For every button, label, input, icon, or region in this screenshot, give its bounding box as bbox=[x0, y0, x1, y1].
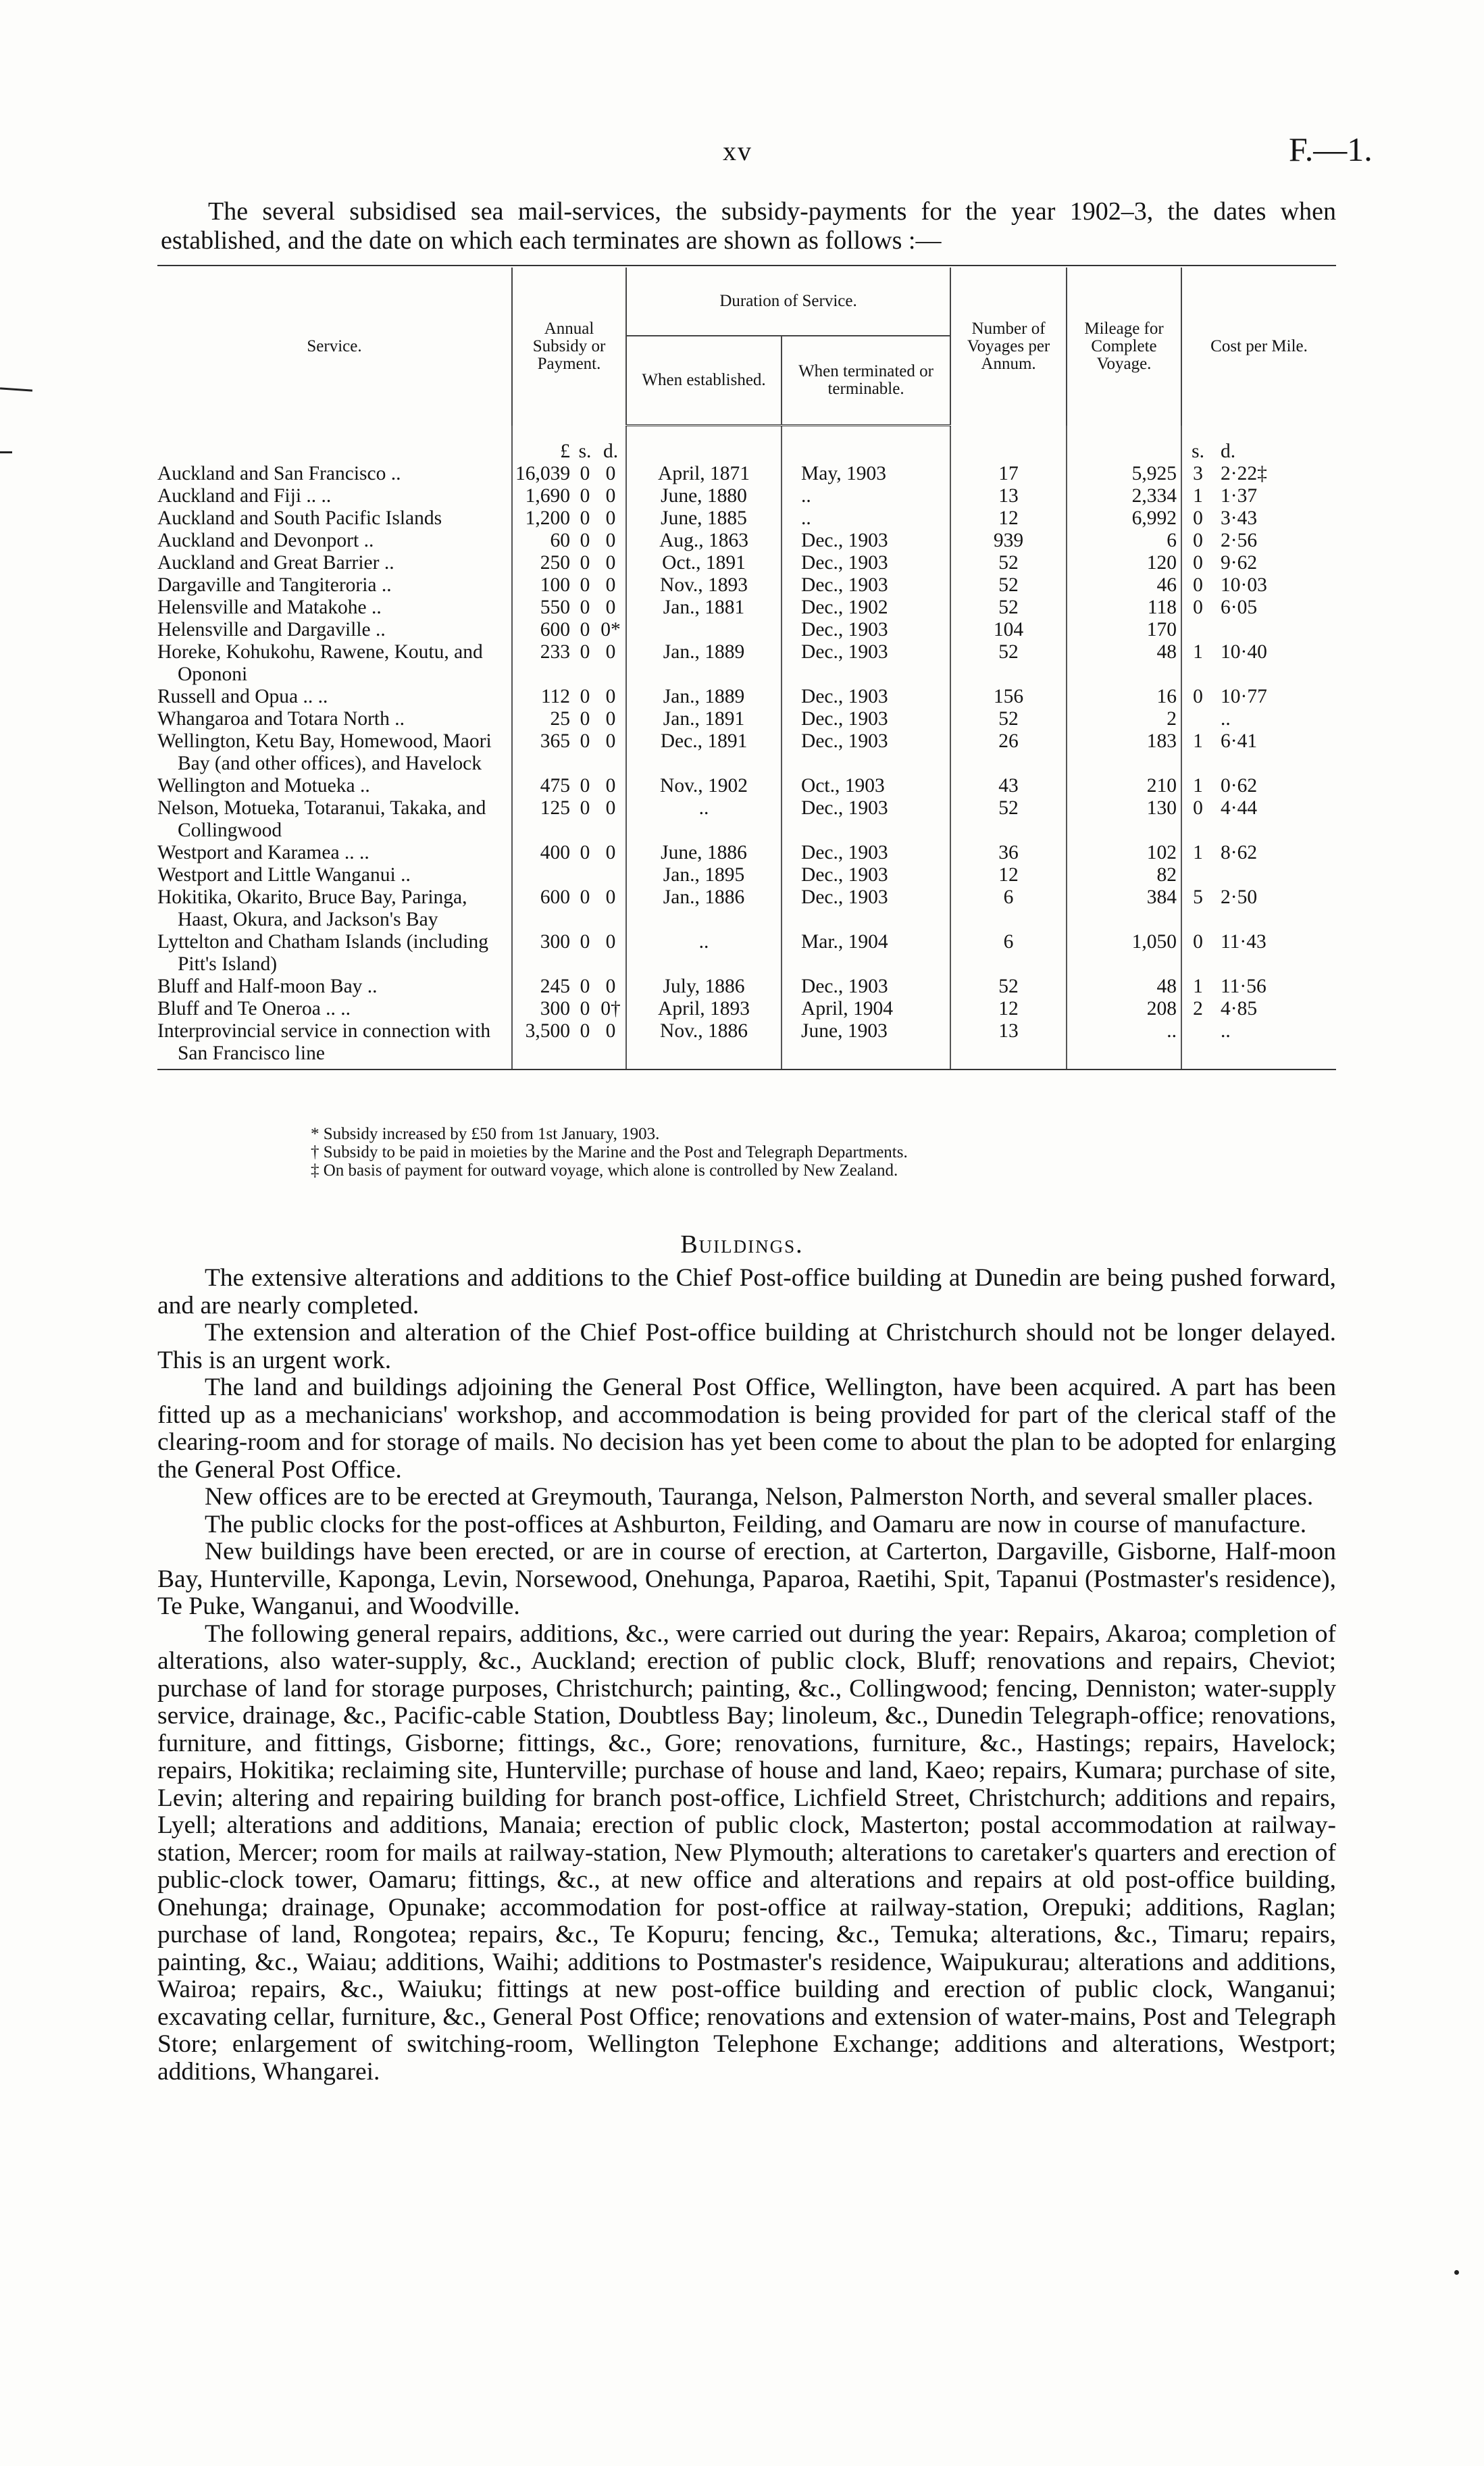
cell-cost-shillings: 1 bbox=[1181, 641, 1214, 686]
cell-mileage: .. bbox=[1067, 1020, 1181, 1070]
cell-voyages: 52 bbox=[950, 574, 1067, 597]
paragraph: The extensive alterations and additions to the Chief Post-office building at Dunedin are being pushed forward, and are nearly completed. bbox=[157, 1264, 1336, 1319]
cell-cost-pence bbox=[1214, 619, 1336, 641]
cell-mileage: 170 bbox=[1067, 619, 1181, 641]
cell-voyages: 43 bbox=[950, 775, 1067, 797]
cell-pence: 0† bbox=[600, 997, 621, 1020]
table-row bbox=[157, 574, 1336, 597]
paragraph: The following general repairs, additions, &c., were carried out during the year: Repairs, Akaroa; completion of alterations, also water-supply, &c., Auckland; erection of public clock, Bluff; renovations and repairs, Cheviot; purchase of land for storage purposes, Christchurch; painting, &c., Collingwood; fencing, Denniston; water-supply service, drainage, &c., Pacific-cable Station, Doubtless Bay; linoleum, &c., Dunedin Telegraph-office; renovations, furniture, and fittings, Gisborne; fittings, &c., Gore; renovations, furniture, &c., Hastings; repairs, Havelock; repairs, Hokitika; reclaiming site, Hunterville; purchase of house and land, Kaeo; repairs, Kumara; purchase of site, Levin; altering and repairing building for branch post-office, Lichfield Street, Christchurch; additions and repairs, Lyell; alterations and additions, Manaia; erection of public clock, Masterton; postal accommodation at railway-station, Mercer; room for mails at railway-station, New Plymouth; alterations to caretaker's quarters and erection of public-clock tower, Oamaru; fittings, &c., at new office and alterations and repairs at old post-office building, Onehunga; drainage, Opunake; accommodation for post-office at railway-station, Orepuki; additions, Raglan; purchase of land, Rongotea; repairs, &c., Te Kopuru; fencing, &c., Temuka; alterations, &c., Timaru; repairs, painting, &c., Waiau; additions, Waihi; additions to Postmaster's residence, Waipukurau; alterations and additions, Wairoa; repairs, &c., Waiuku; fittings at new post-office building and erection of public clock, Wanganui; excavating cellar, furniture, &c., General Post Office; renovations and extension of water-mains, Post and Telegraph Store; enlargement of switching-room, Wellington Telephone Exchange; additions and alterations, Westport; additions, Whangarei. bbox=[157, 1619, 1336, 2086]
cell-cost-shillings: 0 bbox=[1181, 931, 1214, 976]
buildings-body bbox=[157, 1265, 1336, 2086]
cell-shillings: 0 bbox=[580, 774, 590, 797]
unit-pence: d. bbox=[603, 440, 619, 462]
table-row bbox=[157, 775, 1336, 797]
cell-cost-pence: 10·03 bbox=[1221, 574, 1267, 596]
cell-voyages: 52 bbox=[950, 641, 1067, 686]
table-row bbox=[157, 931, 1336, 976]
cell-pounds: 475 bbox=[512, 775, 574, 797]
cell-terminated: May, 1903 bbox=[782, 463, 950, 485]
table-row bbox=[157, 1020, 1336, 1070]
cell-pence: 0 bbox=[605, 841, 616, 863]
table-top-rule bbox=[157, 265, 1336, 266]
service-name: Westport and Little Wanganui .. bbox=[157, 863, 411, 886]
cell-cost-shillings: 0 bbox=[1181, 597, 1214, 619]
cell-established: Jan., 1889 bbox=[626, 641, 782, 686]
cell-established: Jan., 1886 bbox=[626, 886, 782, 931]
cell-shillings: 0 bbox=[580, 551, 590, 574]
cell-established bbox=[626, 619, 782, 641]
cell-mileage: 120 bbox=[1067, 552, 1181, 574]
cell-cost-pence: 4·44 bbox=[1221, 797, 1258, 819]
cell-established: Jan., 1895 bbox=[626, 864, 782, 886]
cell-service bbox=[157, 1020, 512, 1070]
cell-cost-shillings: 0 bbox=[1181, 574, 1214, 597]
cell-pounds: 233 bbox=[512, 641, 574, 686]
cell-pence: 0 bbox=[605, 640, 616, 663]
cell-pence bbox=[596, 864, 626, 886]
cell-mileage: 102 bbox=[1067, 842, 1181, 864]
service-name: Whangaroa and Totara North .. bbox=[157, 707, 405, 730]
cell-voyages: 12 bbox=[950, 507, 1067, 530]
cell-service bbox=[157, 485, 512, 507]
cell-voyages: 6 bbox=[950, 931, 1067, 976]
cell-pounds: 1,200 bbox=[512, 507, 574, 530]
cell-cost-shillings bbox=[1181, 708, 1214, 730]
cell-shillings: 0 bbox=[580, 462, 590, 484]
cell-mileage: 5,925 bbox=[1067, 463, 1181, 485]
cell-shillings: 0 bbox=[580, 707, 590, 730]
cell-pounds: 600 bbox=[512, 886, 574, 931]
cell-terminated: April, 1904 bbox=[782, 998, 950, 1020]
cell-pounds: 365 bbox=[512, 730, 574, 775]
cell-pence: 0 bbox=[605, 685, 616, 707]
cell-voyages: 52 bbox=[950, 708, 1067, 730]
cell-terminated: Dec., 1902 bbox=[782, 597, 950, 619]
cell-cost-pence: .. bbox=[1221, 707, 1231, 730]
cell-pounds: 16,039 bbox=[512, 463, 574, 485]
cell-mileage: 48 bbox=[1067, 641, 1181, 686]
cell-cost-shillings: 0 bbox=[1181, 686, 1214, 708]
cell-pounds: 100 bbox=[512, 574, 574, 597]
service-name: Bluff and Half-moon Bay .. bbox=[157, 975, 378, 997]
cell-pounds: 60 bbox=[512, 530, 574, 552]
cell-terminated: Dec., 1903 bbox=[782, 730, 950, 775]
page-number: xv bbox=[723, 136, 752, 166]
footnote: * Subsidy increased by £50 from 1st January, 1903. bbox=[311, 1125, 660, 1143]
service-name: Auckland and South Pacific Islands bbox=[157, 507, 442, 529]
service-name: Dargaville and Tangiteroria .. bbox=[157, 574, 392, 596]
table-row bbox=[157, 530, 1336, 552]
cell-cost-shillings bbox=[1181, 1020, 1214, 1070]
cell-shillings: 0 bbox=[580, 596, 590, 618]
unit-cost-pence: d. bbox=[1221, 440, 1236, 462]
cell-service bbox=[157, 775, 512, 797]
cell-mileage: 2,334 bbox=[1067, 485, 1181, 507]
cell-pounds: 125 bbox=[512, 797, 574, 842]
cell-cost-pence: 9·62 bbox=[1221, 551, 1258, 574]
cell-cost-shillings: 5 bbox=[1181, 886, 1214, 931]
cell-pounds: 25 bbox=[512, 708, 574, 730]
cell-pence: 0 bbox=[605, 886, 616, 908]
cell-mileage: 384 bbox=[1067, 886, 1181, 931]
cell-cost-pence: 4·85 bbox=[1221, 997, 1258, 1020]
cell-cost-shillings: 0 bbox=[1181, 797, 1214, 842]
cell-terminated: Dec., 1903 bbox=[782, 552, 950, 574]
cell-voyages: 939 bbox=[950, 530, 1067, 552]
unit-shillings: s. bbox=[578, 440, 592, 462]
cell-mileage: 208 bbox=[1067, 998, 1181, 1020]
margin-scan-mark bbox=[0, 451, 12, 453]
document-reference: F.—1. bbox=[1289, 130, 1373, 168]
cell-pence: 0 bbox=[605, 484, 616, 507]
cell-cost-pence: 2·50 bbox=[1221, 886, 1258, 908]
cell-cost-shillings: 1 bbox=[1181, 775, 1214, 797]
cell-pounds: 3,500 bbox=[512, 1020, 574, 1070]
table-row bbox=[157, 976, 1336, 998]
cell-service bbox=[157, 686, 512, 708]
cell-shillings: 0 bbox=[574, 1020, 596, 1070]
cell-pence: 0 bbox=[596, 1020, 626, 1070]
cell-mileage: 2 bbox=[1067, 708, 1181, 730]
cell-established: Jan., 1889 bbox=[626, 686, 782, 708]
table-row bbox=[157, 463, 1336, 485]
cell-mileage: 130 bbox=[1067, 797, 1181, 842]
cell-voyages: 26 bbox=[950, 730, 1067, 775]
cell-pounds: 600 bbox=[512, 619, 574, 641]
cell-voyages: 12 bbox=[950, 998, 1067, 1020]
cell-pounds: 550 bbox=[512, 597, 574, 619]
cell-mileage: 183 bbox=[1067, 730, 1181, 775]
cell-mileage: 6,992 bbox=[1067, 507, 1181, 530]
service-name: Lyttelton and Chatham Islands (including Pitt's Island) bbox=[157, 930, 488, 975]
service-name: Nelson, Motueka, Totaranui, Takaka, and Collingwood bbox=[157, 797, 486, 841]
cell-terminated: Dec., 1903 bbox=[782, 686, 950, 708]
header-mileage: Mileage for Complete Voyage. bbox=[1067, 268, 1181, 426]
cell-pence: 0 bbox=[605, 551, 616, 574]
unit-cost-shillings: s. bbox=[1181, 426, 1214, 463]
cell-mileage: 1,050 bbox=[1067, 931, 1181, 976]
cell-mileage: 16 bbox=[1067, 686, 1181, 708]
cell-voyages: 17 bbox=[950, 463, 1067, 485]
paragraph: The public clocks for the post-offices at Ashburton, Feilding, and Oamaru are now in course of manufacture. bbox=[205, 1510, 1307, 1538]
cell-pence: 0 bbox=[605, 774, 616, 797]
cell-service bbox=[157, 730, 512, 775]
cell-shillings: 0 bbox=[580, 640, 590, 663]
cell-cost-pence: 11·43 bbox=[1221, 930, 1266, 953]
cell-cost-shillings: 0 bbox=[1181, 552, 1214, 574]
service-name: Horeke, Kohukohu, Rawene, Koutu, and Opononi bbox=[157, 640, 483, 685]
cell-shillings: 0 bbox=[580, 797, 590, 819]
cell-cost-shillings: 3 bbox=[1181, 463, 1214, 485]
margin-scan-dot bbox=[1454, 2270, 1459, 2275]
cell-cost-shillings bbox=[1181, 619, 1214, 641]
service-name: Auckland and Devonport .. bbox=[157, 529, 374, 551]
cell-established: Dec., 1891 bbox=[626, 730, 782, 775]
cell-service bbox=[157, 708, 512, 730]
cell-terminated: Dec., 1903 bbox=[782, 864, 950, 886]
cell-shillings: 0 bbox=[580, 484, 590, 507]
cell-cost-pence: 2·56 bbox=[1221, 529, 1258, 551]
cell-shillings: 0 bbox=[580, 975, 590, 997]
cell-cost-pence: 6·05 bbox=[1221, 596, 1258, 618]
table-row bbox=[157, 708, 1336, 730]
cell-cost-shillings bbox=[1181, 864, 1214, 886]
table-row bbox=[157, 797, 1336, 842]
cell-established: Nov., 1893 bbox=[626, 574, 782, 597]
cell-mileage: 46 bbox=[1067, 574, 1181, 597]
cell-service bbox=[157, 597, 512, 619]
cell-terminated: .. bbox=[782, 507, 950, 530]
service-name: Bluff and Te Oneroa .. .. bbox=[157, 997, 351, 1020]
cell-service bbox=[157, 552, 512, 574]
cell-terminated: Dec., 1903 bbox=[782, 574, 950, 597]
cell-terminated: Dec., 1903 bbox=[782, 976, 950, 998]
cell-service bbox=[157, 797, 512, 842]
cell-established: Jan., 1891 bbox=[626, 708, 782, 730]
paragraph: The land and buildings adjoining the General Post Office, Wellington, have been acquired. A part has been fitted up as a mechanicians' workshop, and accommodation is being provided for part of the clerical staff of the clearing-room and for storage of mails. No decision has yet been come to about the plan to be adopted for enlarging the General Post Office. bbox=[157, 1374, 1336, 1484]
service-name: Hokitika, Okarito, Bruce Bay, Paringa, Haast, Okura, and Jackson's Bay bbox=[157, 886, 467, 930]
units-row bbox=[157, 426, 1336, 463]
cell-cost-pence: 1·37 bbox=[1221, 484, 1258, 507]
cell-pence: 0 bbox=[605, 574, 616, 596]
cell-cost-pence: 2·22‡ bbox=[1221, 462, 1267, 484]
table-footnotes bbox=[311, 1125, 1256, 1180]
cell-shillings: 0 bbox=[580, 507, 590, 529]
cell-cost-pence: 10·77 bbox=[1221, 685, 1267, 707]
cell-cost-shillings: 2 bbox=[1181, 998, 1214, 1020]
cell-cost-pence: 6·41 bbox=[1221, 730, 1258, 752]
cell-established: April, 1871 bbox=[626, 463, 782, 485]
cell-service bbox=[157, 530, 512, 552]
section-heading-buildings: Buildings. bbox=[680, 1230, 804, 1259]
cell-voyages: 13 bbox=[950, 485, 1067, 507]
cell-pence: 0 bbox=[605, 529, 616, 551]
cell-established: Nov., 1886 bbox=[626, 1020, 782, 1070]
cell-mileage: 48 bbox=[1067, 976, 1181, 998]
unit-pounds: £ bbox=[512, 426, 574, 463]
cell-established: Oct., 1891 bbox=[626, 552, 782, 574]
service-name: Interprovincial service in connection with San Francisco line bbox=[157, 1020, 491, 1064]
table-row bbox=[157, 730, 1336, 775]
cell-shillings: 0 bbox=[580, 574, 590, 596]
cell-established: June, 1885 bbox=[626, 507, 782, 530]
cell-cost-shillings: 1 bbox=[1181, 485, 1214, 507]
cell-terminated: Mar., 1904 bbox=[782, 931, 950, 976]
cell-established: Aug., 1863 bbox=[626, 530, 782, 552]
cell-cost-shillings: 1 bbox=[1181, 730, 1214, 775]
footnote: † Subsidy to be paid in moieties by the Marine and the Post and Telegraph Departments. bbox=[311, 1143, 908, 1161]
table-row bbox=[157, 886, 1336, 931]
cell-cost-pence: .. bbox=[1214, 1020, 1336, 1070]
service-name: Wellington and Motueka .. bbox=[157, 774, 370, 797]
header-when-terminated: When terminated or terminable. bbox=[782, 336, 950, 426]
header-service: Service. bbox=[307, 336, 362, 355]
paragraph: New offices are to be erected at Greymouth, Tauranga, Nelson, Palmerston North, and several smaller places. bbox=[205, 1483, 1314, 1511]
cell-pounds: 112 bbox=[512, 686, 574, 708]
cell-cost-pence: 10·40 bbox=[1221, 640, 1267, 663]
paragraph: New buildings have been erected, or are in course of erection, at Carterton, Dargaville, Gisborne, Half-moon Bay, Hunterville, Kaponga, Levin, Norsewood, Onehunga, Paparoa, Raetihi, Spit, Tapanui (Postmaster's residence), Te Puke, Wanganui, and Woodville. bbox=[157, 1538, 1336, 1620]
cell-established: July, 1886 bbox=[626, 976, 782, 998]
service-name: Helensville and Dargaville .. bbox=[157, 618, 386, 640]
cell-pence: 0 bbox=[605, 730, 616, 752]
service-name: Auckland and Fiji .. .. bbox=[157, 484, 332, 507]
header-voyages: Number of Voyages per Annum. bbox=[950, 268, 1067, 426]
table-row bbox=[157, 842, 1336, 864]
cell-pence: 0 bbox=[605, 462, 616, 484]
cell-established: Nov., 1902 bbox=[626, 775, 782, 797]
cell-voyages: 12 bbox=[950, 864, 1067, 886]
paragraph: The extension and alteration of the Chief Post-office building at Christchurch should not be longer delayed. This is an urgent work. bbox=[157, 1319, 1336, 1374]
service-name: Auckland and Great Barrier .. bbox=[157, 551, 394, 574]
cell-shillings bbox=[574, 864, 596, 886]
header-when-established: When established. bbox=[626, 336, 782, 426]
cell-pounds bbox=[512, 864, 574, 886]
cell-shillings: 0 bbox=[580, 618, 590, 640]
cell-voyages: 6 bbox=[950, 886, 1067, 931]
cell-established: .. bbox=[626, 931, 782, 976]
cell-service bbox=[157, 931, 512, 976]
cell-voyages: 13 bbox=[950, 1020, 1067, 1070]
cell-cost-shillings: 1 bbox=[1181, 842, 1214, 864]
header-annual-subsidy: Annual Subsidy or Payment. bbox=[512, 268, 626, 426]
service-name: Helensville and Matakohe .. bbox=[157, 596, 382, 618]
cell-service bbox=[157, 463, 512, 485]
table-row bbox=[157, 485, 1336, 507]
cell-cost-shillings: 0 bbox=[1181, 530, 1214, 552]
margin-scan-mark bbox=[0, 387, 32, 391]
cell-voyages: 52 bbox=[950, 597, 1067, 619]
cell-cost-shillings: 0 bbox=[1181, 507, 1214, 530]
table-row bbox=[157, 597, 1336, 619]
table-row bbox=[157, 686, 1336, 708]
cell-service bbox=[157, 641, 512, 686]
cell-pounds: 245 bbox=[512, 976, 574, 998]
cell-shillings: 0 bbox=[580, 529, 590, 551]
cell-cost-pence: 3·43 bbox=[1221, 507, 1258, 529]
cell-mileage: 6 bbox=[1067, 530, 1181, 552]
cell-shillings: 0 bbox=[580, 997, 590, 1020]
header-cost-per-mile: Cost per Mile. bbox=[1181, 268, 1336, 426]
cell-established: June, 1880 bbox=[626, 485, 782, 507]
cell-voyages: 52 bbox=[950, 552, 1067, 574]
cell-terminated: .. bbox=[782, 485, 950, 507]
cell-pence: 0* bbox=[600, 618, 621, 640]
cell-pounds: 300 bbox=[512, 931, 574, 976]
cell-service bbox=[157, 842, 512, 864]
cell-terminated: Oct., 1903 bbox=[782, 775, 950, 797]
cell-voyages: 156 bbox=[950, 686, 1067, 708]
cell-pence: 0 bbox=[605, 975, 616, 997]
cell-terminated: Dec., 1903 bbox=[782, 641, 950, 686]
cell-voyages: 52 bbox=[950, 797, 1067, 842]
cell-mileage: 82 bbox=[1067, 864, 1181, 886]
footnote: ‡ On basis of payment for outward voyage, which alone is controlled by New Zealand. bbox=[311, 1161, 898, 1180]
cell-established: .. bbox=[626, 797, 782, 842]
cell-service bbox=[157, 507, 512, 530]
cell-pence: 0 bbox=[605, 797, 616, 819]
cell-shillings: 0 bbox=[580, 886, 590, 908]
service-name: Auckland and San Francisco .. bbox=[157, 462, 401, 484]
table-row bbox=[157, 507, 1336, 530]
cell-mileage: 210 bbox=[1067, 775, 1181, 797]
cell-shillings: 0 bbox=[580, 930, 590, 953]
cell-established: April, 1893 bbox=[626, 998, 782, 1020]
table-row bbox=[157, 552, 1336, 574]
cell-terminated: Dec., 1903 bbox=[782, 886, 950, 931]
cell-pounds: 1,690 bbox=[512, 485, 574, 507]
cell-established: June, 1886 bbox=[626, 842, 782, 864]
cell-shillings: 0 bbox=[580, 685, 590, 707]
cell-pence: 0 bbox=[605, 930, 616, 953]
cell-cost-pence: 0·62 bbox=[1221, 774, 1258, 797]
cell-pounds: 300 bbox=[512, 998, 574, 1020]
cell-pence: 0 bbox=[605, 707, 616, 730]
cell-cost-pence bbox=[1214, 864, 1336, 886]
table-row bbox=[157, 864, 1336, 886]
cell-service bbox=[157, 864, 512, 886]
cell-pounds: 250 bbox=[512, 552, 574, 574]
cell-shillings: 0 bbox=[580, 730, 590, 752]
cell-voyages: 104 bbox=[950, 619, 1067, 641]
cell-voyages: 36 bbox=[950, 842, 1067, 864]
cell-terminated: June, 1903 bbox=[782, 1020, 950, 1070]
cell-service bbox=[157, 886, 512, 931]
table-row bbox=[157, 619, 1336, 641]
cell-pence: 0 bbox=[605, 596, 616, 618]
cell-established: Jan., 1881 bbox=[626, 597, 782, 619]
cell-mileage: 118 bbox=[1067, 597, 1181, 619]
service-name: Westport and Karamea .. .. bbox=[157, 841, 369, 863]
cell-pence: 0 bbox=[605, 507, 616, 529]
cell-pounds: 400 bbox=[512, 842, 574, 864]
cell-shillings: 0 bbox=[580, 841, 590, 863]
cell-voyages: 52 bbox=[950, 976, 1067, 998]
intro-paragraph: The several subsidised sea mail-services, the subsidy-payments for the year 1902–3, the dates when established, and the date on which each terminates are shown as follows :— bbox=[161, 197, 1336, 255]
service-name: Wellington, Ketu Bay, Homewood, Maori Bay (and other offices), and Havelock bbox=[157, 730, 492, 774]
table-row bbox=[157, 641, 1336, 686]
cell-terminated: Dec., 1903 bbox=[782, 797, 950, 842]
cell-service bbox=[157, 976, 512, 998]
cell-cost-pence: 11·56 bbox=[1221, 975, 1266, 997]
cell-service bbox=[157, 619, 512, 641]
cell-service bbox=[157, 998, 512, 1020]
cell-service bbox=[157, 574, 512, 597]
cell-terminated: Dec., 1903 bbox=[782, 842, 950, 864]
table-row bbox=[157, 998, 1336, 1020]
cell-terminated: Dec., 1903 bbox=[782, 708, 950, 730]
cell-cost-pence: 8·62 bbox=[1221, 841, 1258, 863]
cell-cost-shillings: 1 bbox=[1181, 976, 1214, 998]
header-duration: Duration of Service. bbox=[626, 268, 950, 336]
service-name: Russell and Opua .. .. bbox=[157, 685, 328, 707]
cell-terminated: Dec., 1903 bbox=[782, 530, 950, 552]
cell-terminated: Dec., 1903 bbox=[782, 619, 950, 641]
mail-services-table bbox=[157, 268, 1336, 1070]
